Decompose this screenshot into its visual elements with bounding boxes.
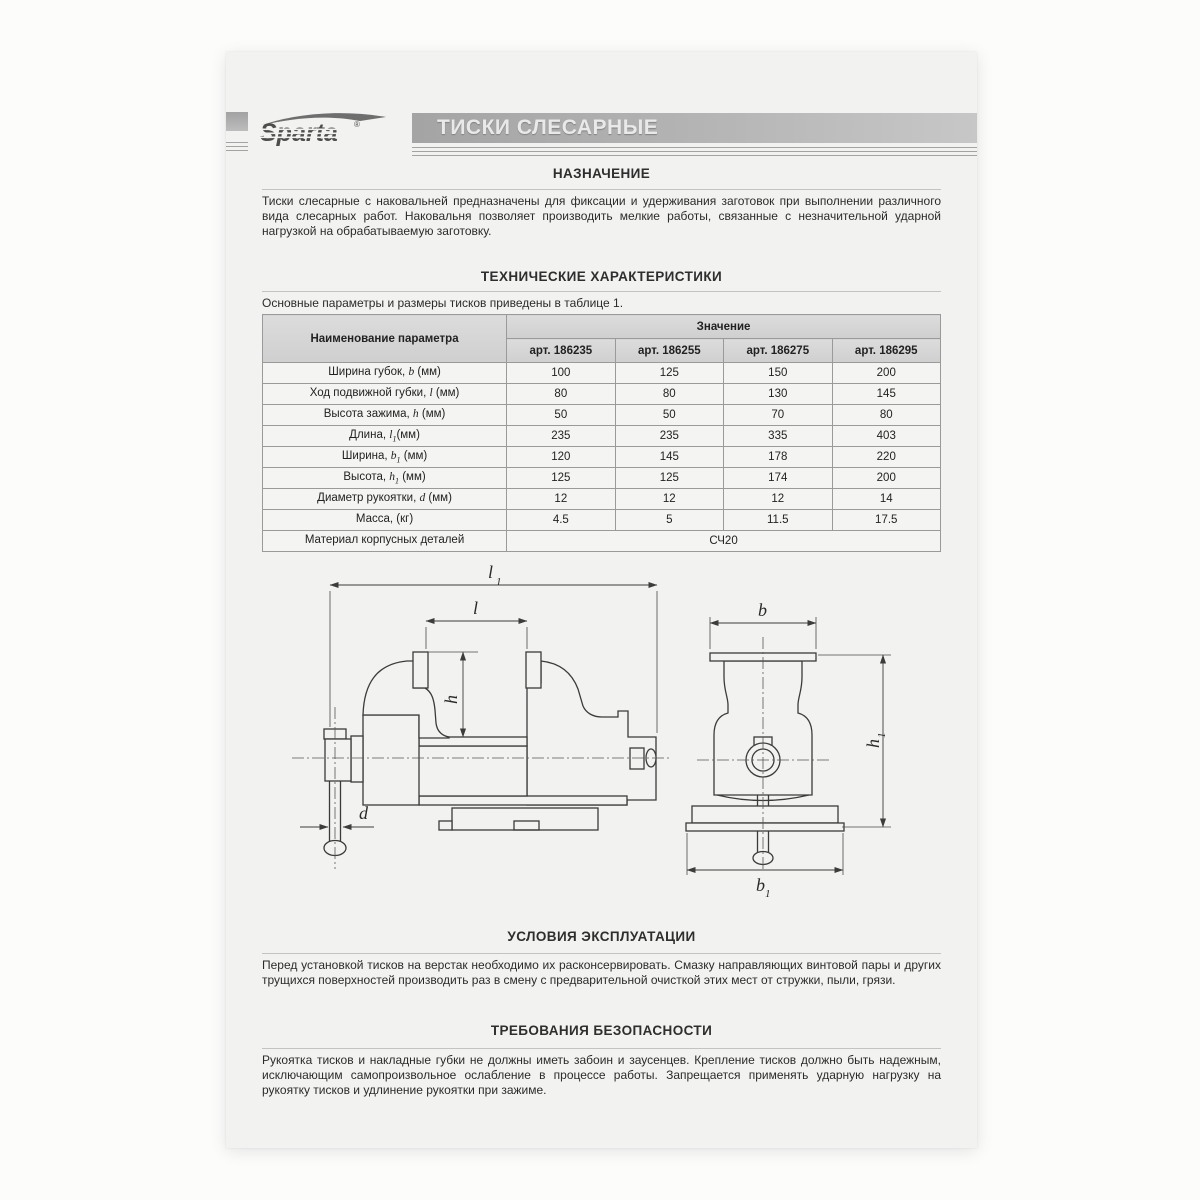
table-cell-value: 200 — [832, 363, 941, 384]
dim-label-l: l — [473, 598, 479, 618]
table-cell-value: 17.5 — [832, 510, 941, 531]
end-nut — [630, 748, 644, 769]
page-title: ТИСКИ СЛЕСАРНЫЕ — [437, 116, 659, 139]
screw-head — [325, 739, 351, 781]
table-header-param: Наименование параметра — [263, 315, 507, 363]
table-cell-value: 235 — [615, 426, 723, 447]
fixed-body — [527, 661, 656, 805]
table-row — [263, 531, 941, 552]
technical-drawing — [262, 557, 941, 907]
specs-intro: Основные параметры и размеры тисков приведены в таблице 1. — [262, 296, 624, 310]
jaw-plate-left — [413, 652, 428, 688]
table-row — [263, 384, 941, 405]
section-heading-specs: ТЕХНИЧЕСКИЕ ХАРАКТЕРИСТИКИ — [480, 269, 723, 284]
header-band-left-stub — [226, 112, 248, 131]
header-band-left-lines — [226, 142, 248, 152]
document-page — [226, 52, 977, 1148]
dim-label-h1: h — [863, 739, 883, 748]
table-cell-value: 403 — [832, 426, 941, 447]
table-cell-param: Материал корпусных деталей — [263, 531, 507, 552]
jaw-plate-right — [526, 652, 541, 688]
table-row — [263, 426, 941, 447]
base-plate — [452, 808, 598, 830]
table-row — [263, 447, 941, 468]
table-cell-param: Ход подвижной губки, l (мм) — [263, 384, 507, 405]
table-row — [263, 363, 941, 384]
table-row — [263, 489, 941, 510]
rule-purpose — [262, 189, 941, 190]
dim-label-b1: b — [756, 875, 765, 895]
table-cell-value: 100 — [507, 363, 615, 384]
purpose-text: Тиски слесарные с наковальней предназначены для фиксации и удерживания заготовок при выполнении различного вида слесарных работ. Наковальня позволяет производить мелкие работы, связанные с незначительной ударной нагрузкой на обрабатываемую заготовку. — [262, 194, 941, 238]
table-cell-value: 70 — [724, 405, 832, 426]
table-row — [263, 405, 941, 426]
table-cell-value: 125 — [615, 468, 723, 489]
table-cell-value: 12 — [724, 489, 832, 510]
operation-text: Перед установкой тисков на верстак необходимо их расконсервировать. Смазку направляющих винтовой пары и других трущихся поверхностей производить раз в смену с предварительной очисткой этих мест от стружки, пыли, грязи. — [262, 958, 941, 987]
table-cell-param: Высота зажима, h (мм) — [263, 405, 507, 426]
table-cell-value: 12 — [615, 489, 723, 510]
dim-label-b: b — [758, 600, 767, 620]
dim-label-d: d — [359, 803, 368, 823]
table-header-art-186275: арт. 186275 — [724, 339, 832, 363]
base-foot — [439, 821, 452, 830]
front-view — [686, 600, 891, 900]
table-cell-value: 80 — [832, 405, 941, 426]
table-cell-value: 14 — [832, 489, 941, 510]
table-cell-value: 50 — [507, 405, 615, 426]
dim-label-h: h — [441, 695, 461, 704]
dim-label-l1: l — [488, 562, 494, 582]
spec-table-body — [263, 363, 941, 552]
side-view — [292, 562, 670, 869]
table-cell-param: Ширина губок, b (мм) — [263, 363, 507, 384]
table-cell-param: Ширина, $b_1$ (мм) — [263, 447, 507, 468]
safety-text: Рукоятка тисков и накладные губки не должны иметь забоин и заусенцев. Крепление тисков должно быть надежным, исключающим самопроизвольное ослабление в процессе работы. Запрещается применять ударную нагрузку на рукоятку тисков и удлинение рукоятки при зажиме. — [262, 1053, 941, 1097]
slide-bottom-rail — [419, 796, 627, 805]
table-cell-value: 120 — [507, 447, 615, 468]
header-band-lines — [412, 147, 977, 157]
table-cell-value: 5 — [615, 510, 723, 531]
spec-table — [262, 314, 941, 552]
section-heading-operation: УСЛОВИЯ ЭКСПЛУАТАЦИИ — [507, 929, 696, 944]
table-cell-value: 335 — [724, 426, 832, 447]
table-cell-value: 178 — [724, 447, 832, 468]
table-cell-value: 145 — [832, 384, 941, 405]
brand-logo — [260, 108, 392, 148]
header-band — [412, 113, 977, 143]
dim-label-h1-sub: 1 — [876, 732, 888, 738]
table-cell-value: 12 — [507, 489, 615, 510]
table-header-row-1 — [263, 315, 941, 339]
table-cell-value: 125 — [615, 363, 723, 384]
slide-main-bar — [413, 746, 527, 796]
section-heading-purpose: НАЗНАЧЕНИЕ — [552, 166, 651, 181]
rule-specs — [262, 291, 941, 292]
table-cell-value: 235 — [507, 426, 615, 447]
table-cell-value: 50 — [615, 405, 723, 426]
table-cell-value: 11.5 — [724, 510, 832, 531]
table-cell-param: Высота, $h_1$ (мм) — [263, 468, 507, 489]
front-base — [692, 806, 838, 823]
table-cell-param: Длина, $l_1(мм)$ — [263, 426, 507, 447]
registered-mark: ® — [354, 120, 360, 129]
front-base-strip — [686, 823, 844, 831]
screw-washer — [351, 736, 363, 782]
table-cell-value: 125 — [507, 468, 615, 489]
table-row — [263, 510, 941, 531]
table-cell-value: 200 — [832, 468, 941, 489]
table-row — [263, 468, 941, 489]
dim-label-l1-sub: 1 — [496, 576, 502, 588]
table-cell-value: 80 — [615, 384, 723, 405]
dim-label-b1-sub: 1 — [765, 888, 771, 900]
table-cell-value: 130 — [724, 384, 832, 405]
table-cell-material-value: СЧ20 — [507, 531, 941, 552]
table-cell-value: 174 — [724, 468, 832, 489]
table-cell-value: 4.5 — [507, 510, 615, 531]
movable-jaw-block — [363, 715, 419, 805]
table-cell-value: 145 — [615, 447, 723, 468]
table-header-art-186235: арт. 186235 — [507, 339, 615, 363]
section-heading-safety: ТРЕБОВАНИЯ БЕЗОПАСНОСТИ — [490, 1023, 713, 1038]
table-cell-param: Диаметр рукоятки, d (мм) — [263, 489, 507, 510]
rule-operation — [262, 953, 941, 954]
table-cell-value: 80 — [507, 384, 615, 405]
rule-safety — [262, 1048, 941, 1049]
table-cell-value: 150 — [724, 363, 832, 384]
table-header-art-186255: арт. 186255 — [615, 339, 723, 363]
table-cell-param: Масса, (кг) — [263, 510, 507, 531]
table-cell-value: 220 — [832, 447, 941, 468]
table-header-value: Значение — [507, 315, 941, 339]
table-header-art-186295: арт. 186295 — [832, 339, 941, 363]
